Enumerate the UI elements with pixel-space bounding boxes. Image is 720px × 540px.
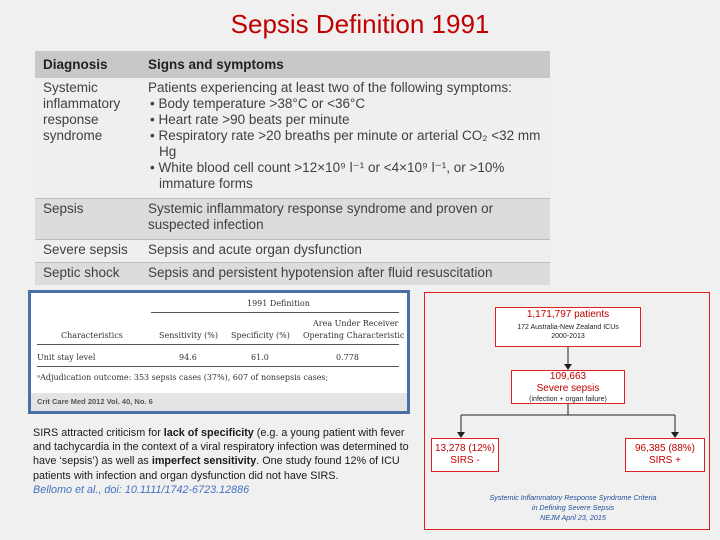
note-emphasis: imperfect sensitivity bbox=[151, 455, 257, 468]
node-sub: 172 Australia-New Zealand ICUs bbox=[517, 324, 619, 331]
header-diagnosis: Diagnosis bbox=[43, 56, 108, 72]
bullet-item: • Body temperature >38°C or <36°C bbox=[150, 96, 366, 111]
node-sirs-positive bbox=[625, 438, 705, 472]
cc-col-auc-2: Operating Characteristic bbox=[303, 331, 405, 340]
header-signs: Signs and symptoms bbox=[148, 56, 284, 72]
slide-title: Sepsis Definition 1991 bbox=[230, 9, 490, 39]
bullet-item: • White blood cell count >12×10⁹ l⁻¹ or <4×10⁹ l⁻¹, or >10% immature forms bbox=[150, 160, 505, 191]
sirs-criticism-note bbox=[33, 426, 413, 497]
cc-header-rule bbox=[151, 312, 399, 313]
node-count: 109,663 bbox=[549, 371, 587, 382]
flowchart-panel bbox=[424, 292, 710, 530]
cc-col-auc-1: Area Under Receiver bbox=[313, 319, 399, 328]
cc-col-characteristics: Characteristics bbox=[61, 331, 123, 340]
node-count: 1,171,797 patients bbox=[526, 309, 610, 320]
cc-sensitivity-value: 94.6 bbox=[179, 353, 197, 362]
cc-body-rule bbox=[37, 344, 399, 345]
note-text: (e.g. a young patient with fever and tachycardia in the context of a viral respiratory infection was determined to have ‘sepsis’) as well as bbox=[33, 427, 409, 468]
bullet-item: • Heart rate >90 beats per minute bbox=[150, 112, 350, 127]
reference-link[interactable]: Bellomo et al., doi: 10.1111/1742-6723.12886 bbox=[33, 483, 250, 496]
cc-citation: Crit Care Med 2012 Vol. 40, No. 6 bbox=[37, 397, 153, 406]
cc-group-header: 1991 Definition bbox=[247, 299, 310, 308]
node-count: 96,385 (88%) bbox=[634, 443, 696, 454]
table-header-row bbox=[35, 51, 550, 78]
node-label: SIRS - bbox=[450, 455, 480, 466]
caption-line: NEJM April 23, 2015 bbox=[540, 513, 606, 522]
sepsis-definition-table bbox=[35, 51, 550, 285]
cc-bottom-rule bbox=[37, 366, 399, 367]
cc-specificity-value: 61.0 bbox=[251, 353, 269, 362]
crit-care-table-image bbox=[28, 290, 410, 414]
note-text: . One study found 12% of ICU patients with infection and organ dysfunction did not have SIRS. bbox=[33, 455, 400, 482]
cc-col-sensitivity: Sensitivity (%) bbox=[159, 331, 219, 340]
signs-cell: Sepsis and persistent hypotension after fluid resuscitation bbox=[148, 265, 493, 280]
table-row-sirs bbox=[35, 78, 550, 198]
diagnosis-cell: Sepsis bbox=[43, 201, 84, 216]
node-label: SIRS + bbox=[649, 455, 681, 466]
diagnosis-cell: Systemic inflammatory response syndrome bbox=[43, 80, 121, 143]
cc-footnote: ᵃAdjudication outcome: 353 sepsis cases (37%), 607 of nonsepsis cases; bbox=[37, 373, 329, 382]
caption-line: Systemic Inflammatory Response Syndrome Criteria bbox=[489, 493, 657, 502]
caption-line: in Defining Severe Sepsis bbox=[531, 503, 615, 512]
cc-col-specificity: Specificity (%) bbox=[231, 331, 290, 340]
cc-auc-value: 0.778 bbox=[336, 353, 359, 362]
signs-cell bbox=[143, 78, 550, 198]
diagnosis-cell: Severe sepsis bbox=[43, 242, 128, 257]
node-sub: (infection + organ failure) bbox=[529, 396, 607, 403]
node-count: 13,278 (12%) bbox=[434, 443, 496, 454]
node-sirs-negative bbox=[431, 438, 499, 472]
note-emphasis: lack of specificity bbox=[163, 427, 254, 439]
study-caption bbox=[455, 493, 691, 523]
node-all-patients bbox=[495, 307, 641, 347]
cc-row-label: Unit stay level bbox=[37, 353, 96, 362]
table-row-sepsis bbox=[35, 199, 550, 239]
node-sub: 2000-2013 bbox=[551, 333, 585, 340]
node-label: Severe sepsis bbox=[536, 383, 600, 394]
bullet-item: • Respiratory rate >20 breaths per minute or arterial CO₂ <32 mm Hg bbox=[150, 128, 541, 159]
signs-cell: Systemic inflammatory response syndrome and proven or suspected infection bbox=[148, 201, 494, 232]
note-text: SIRS attracted criticism for bbox=[33, 427, 164, 439]
table-row-severe-sepsis bbox=[35, 240, 550, 262]
node-severe-sepsis bbox=[511, 370, 625, 404]
signs-cell: Sepsis and acute organ dysfunction bbox=[148, 242, 362, 257]
diagnosis-cell: Septic shock bbox=[43, 265, 120, 280]
table-row-septic-shock bbox=[35, 263, 550, 285]
signs-intro: Patients experiencing at least two of the following symptoms: bbox=[148, 80, 512, 95]
